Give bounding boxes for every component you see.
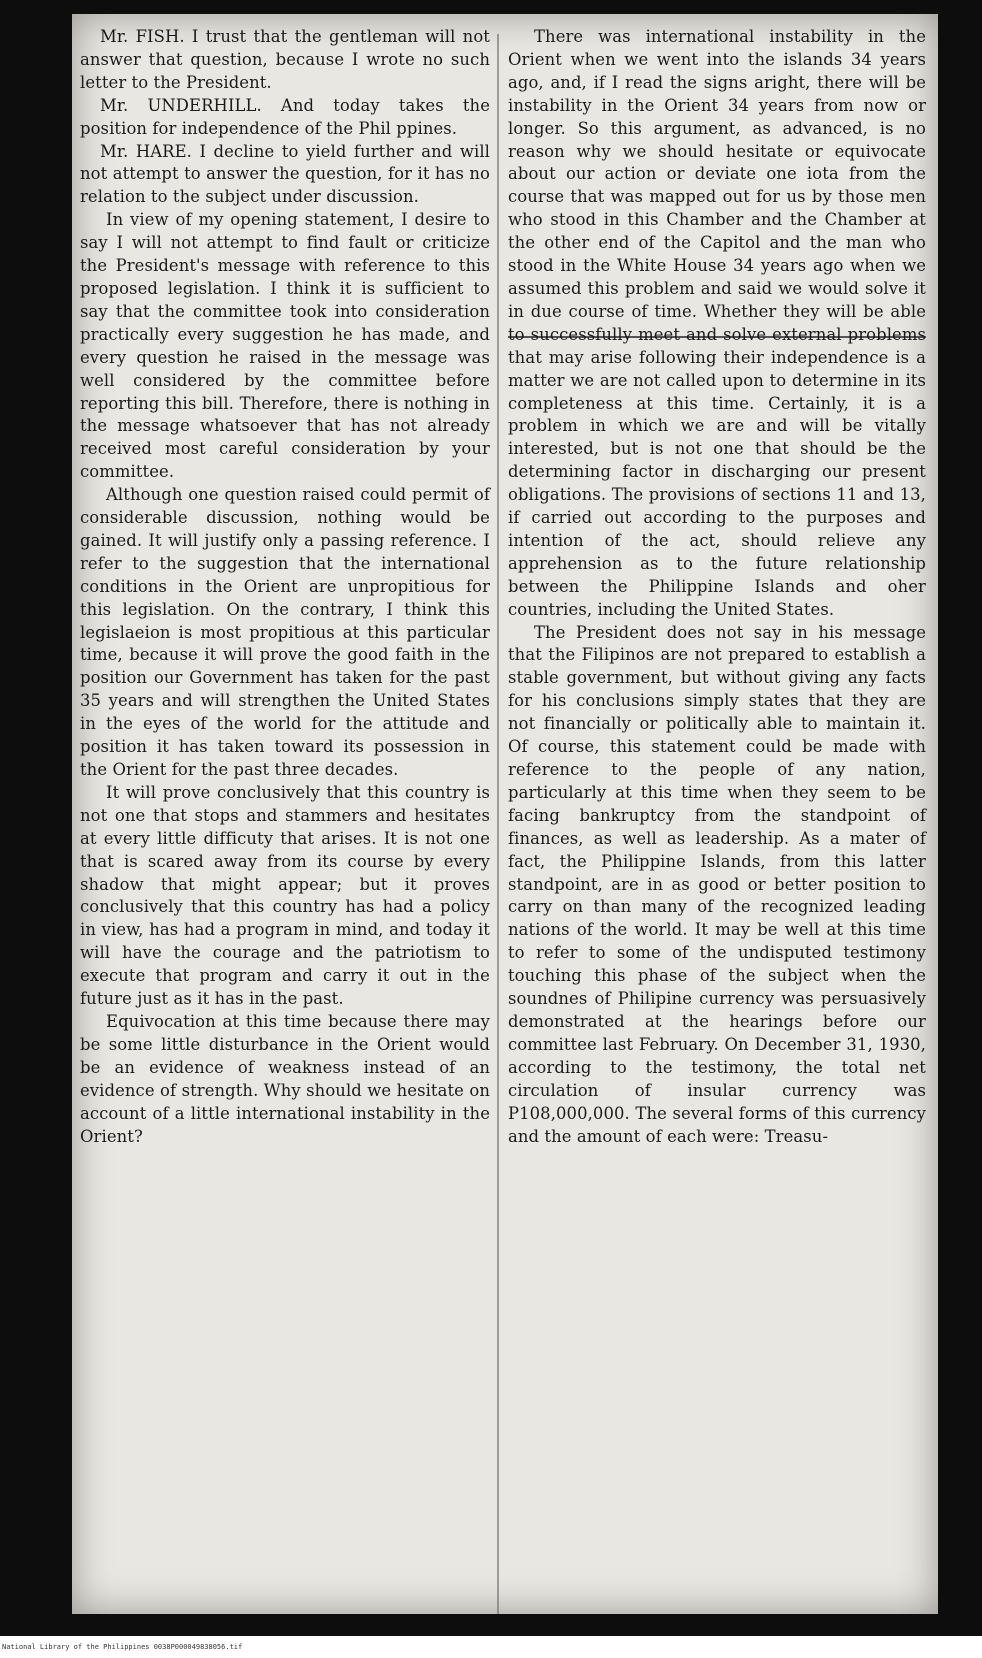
paragraph: Equivocation at this time because there may be some little disturbance in the Orient would be an evidence of weakness instead of an evidence of strength. Why should we hesitate on account of a little international instability in the Orient? [80,1011,490,1146]
right-column [508,26,926,1148]
paragraph: Mr. UNDERHILL. And today takes the position for independence of the Phil ppines. [80,95,490,138]
paragraph: Although one question raised could permit of considerable discussion, nothing would be gained. It will justify only a passing reference. I refer to the suggestion that the international conditions in the Orient are unpropitious for this legislation. On the contrary, I think this legislaeion is most propitious at this particular time, because it will prove the good faith in the position our Government has taken for the past 35 years and will strengthen the United States in the eyes of the world for the attitude and position it has taken toward its possession in the Orient for the past three decades. [80,485,490,779]
paragraph: It will prove conclusively that this country is not one that stops and stammers and hesitates at every little difficuty that arises. It is not one that is scared away from its course by every shadow that might appear; but it proves conclusively that this country has had a policy in view, has had a program in mind, and today it will have the courage and the patriotism to execute that program and carry it out in the future just as it has in the past. [80,782,490,1009]
paragraph: There was international instability in the Orient when we went into the islands 34 years ago, and, if I read the signs aright, there will be instability in the Orient 34 years from now or longer. So this argument, as advanced, is no reason why we should hesitate or equivocate about our action or deviate one iota from the course that was mapped out for us by those men who stood in this Chamber and the Chamber at the other end of the Capitol and the man who stood in the White House 34 years ago when we assumed this problem and said we would solve it in due course of time. Whether they will be able to successfully meet and solve external problems that may arise following their independence is a matter we are not called upon to determine in its completeness at this time. Certainly, it is a problem in which we are and will be vitally interested, but is not one that should be the determining factor in discharging our present obligations. The provisions of sections 11 and 13, if carried out according to the purposes and intention of the act, should relieve any apprehension as to the future relationship between the Philippine Islands and oher countries, including the United States. [508,27,926,619]
newspaper-clipping [72,14,938,1614]
paragraph: The President does not say in his message that the Filipinos are not prepared to establish a stable government, but without giving any facts for his conclusions simply states that they are not financially or politically able to maintain it. Of course, this statement could be made with reference to the people of any nation, particularly at this time when they seem to be facing bankruptcy from the standpoint of finances, as well as leadership. As a mater of fact, the Philippine Islands, from this latter standpoint, are in as good or better position to carry on than many of the recognized leading nations of the world. It may be well at this time to refer to some of the undisputed testimony touching this phase of the subject when the soundnes of Philipine currency was persuasively demonstrated at the hearings before our committee last February. On December 31, 1930, according to the testimony, the total net circulation of insular currency was P108,000,000. The several forms of this currency and the amount of each were: Treasu- [508,622,926,1146]
paragraph: Mr. HARE. I decline to yield further and will not attempt to answer the question, for it has no relation to the subject under discussion. [80,141,490,207]
paragraph: In view of my opening statement, I desire to say I will not attempt to find fault or criticize the President's message with reference to this proposed legislation. I think it is sufficient to say that the committee took into consideration practically every suggestion he has made, and every question he raised in the message was well considered by the committee before reporting this bill. Therefore, there is nothing in the message whatsoever that has not already received most careful consideration by your committee. [80,210,490,482]
archive-footer: National Library of the Philippines 0038P000049838056.tif [0,1636,982,1658]
left-column [80,26,490,1148]
paragraph: Mr. FISH. I trust that the gentleman will not answer that question, because I wrote no such letter to the President. [80,27,490,92]
column-divider [497,34,499,1614]
